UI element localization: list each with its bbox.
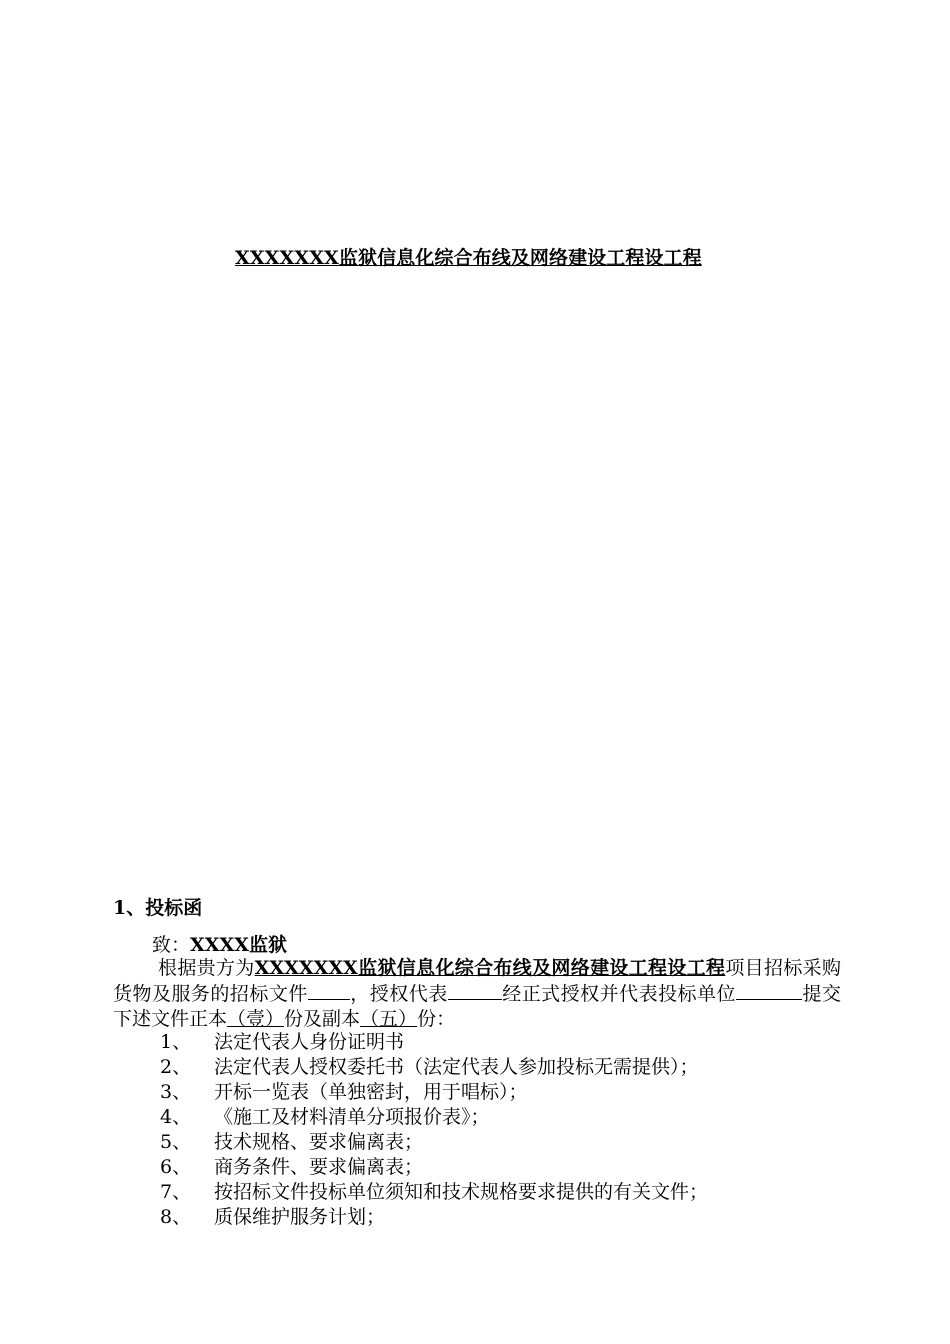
- list-item: [160, 1055, 708, 1080]
- list-item-text: 按招标文件投标单位须知和技术规格要求提供的有关文件；: [214, 1181, 709, 1203]
- list-item: [160, 1080, 708, 1105]
- list-item-text: 质保维护服务计划；: [214, 1206, 386, 1228]
- list-item-text: 技术规格、要求偏离表；: [214, 1131, 424, 1153]
- project-name: XXXXXXX监狱信息化综合布线及网络建设工程设工程: [254, 957, 726, 979]
- list-item-number: 8、: [160, 1206, 192, 1228]
- list-item: [160, 1130, 708, 1155]
- list-item-text: 《施工及材料清单分项报价表》；: [214, 1106, 490, 1128]
- para-lead: 根据贵方为: [158, 957, 255, 979]
- addressee-name: XXXX监狱: [190, 934, 287, 956]
- list-item-text: 开标一览表（单独密封，用于唱标）；: [214, 1081, 528, 1103]
- list-item-number: 6、: [160, 1156, 192, 1178]
- original-count: （壹）: [227, 1008, 285, 1030]
- addressee-label: 致：: [152, 934, 191, 956]
- list-item: [160, 1180, 708, 1205]
- list-item: [160, 1155, 708, 1180]
- section-heading: 1、投标函: [113, 897, 203, 919]
- blank-field-representative: [448, 981, 502, 1000]
- list-item: [160, 1205, 708, 1230]
- copy-count: （五）: [360, 1008, 418, 1030]
- list-item: [160, 1030, 708, 1055]
- para-part2: 项目招标采购货物及服务的招标文件: [113, 957, 841, 1005]
- addressee-line: [152, 930, 287, 957]
- para-part4: 经正式授权并代表投标单位: [501, 983, 736, 1005]
- body-paragraph: [113, 956, 841, 1032]
- list-item-number: 4、: [160, 1106, 192, 1128]
- list-item-number: 1、: [160, 1031, 192, 1053]
- list-item: [160, 1105, 708, 1130]
- list-item-number: 2、: [160, 1056, 192, 1078]
- para-part3: ，授权代表: [349, 983, 448, 1005]
- list-item-text: 法定代表人身份证明书: [214, 1031, 405, 1053]
- blank-field-file: [308, 981, 350, 1000]
- list-item-number: 7、: [160, 1181, 192, 1203]
- para-part7: 份：: [417, 1008, 456, 1030]
- para-part6: 份及副本: [284, 1008, 361, 1030]
- cover-title: XXXXXXX监狱信息化综合布线及网络建设工程设工程: [235, 247, 702, 269]
- para-part5: 提交下述文件正本: [113, 983, 841, 1030]
- list-item-text: 法定代表人授权委托书（法定代表人参加投标无需提供）；: [214, 1056, 699, 1078]
- list-item-number: 3、: [160, 1081, 192, 1103]
- blank-field-bidder: [736, 981, 802, 1000]
- list-item-number: 5、: [160, 1131, 192, 1153]
- document-list: [160, 1030, 708, 1230]
- list-item-text: 商务条件、要求偏离表；: [214, 1156, 424, 1178]
